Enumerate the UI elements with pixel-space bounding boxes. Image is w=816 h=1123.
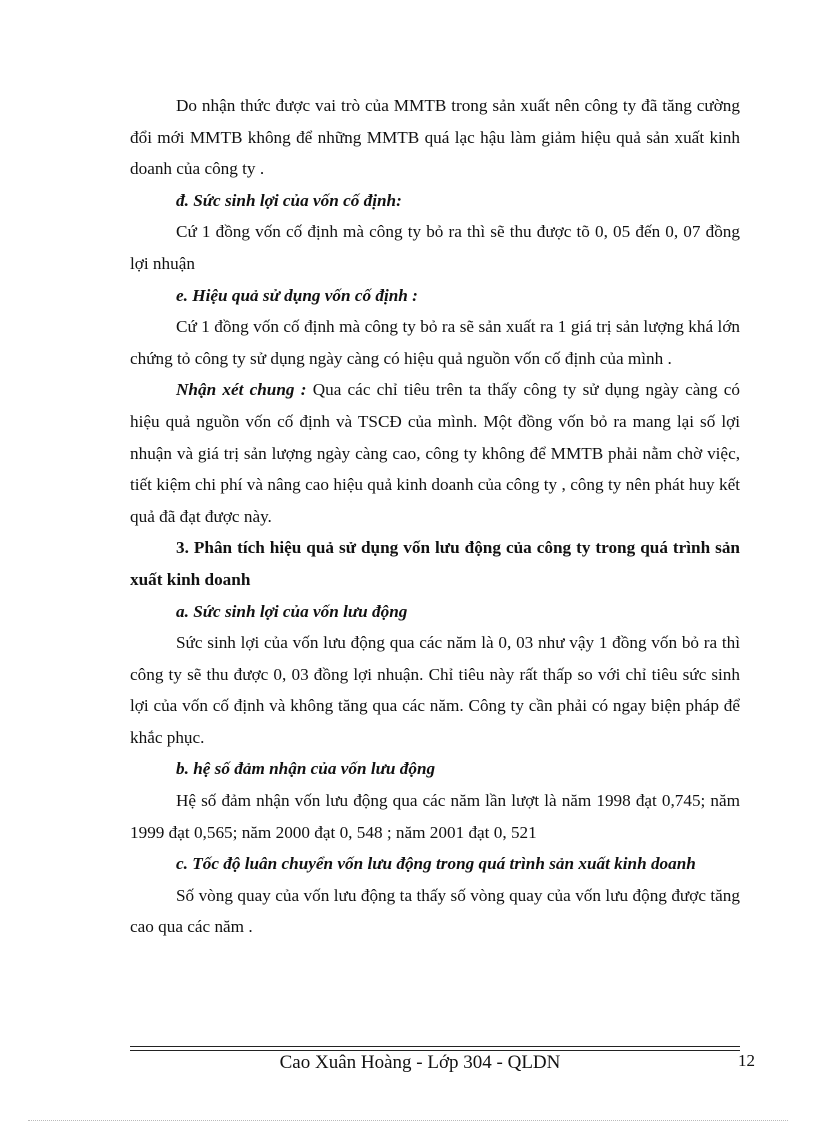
paragraph-general-remarks	[130, 374, 740, 532]
page-body	[130, 90, 740, 943]
paragraph-working-capital-ratio: Hệ số đảm nhận vốn lưu động qua các năm lần lượt là năm 1998 đạt 0,745; năm 1999 đạt 0,565; năm 2000 đạt 0, 548 ; năm 2001 đạt 0, 521	[130, 791, 740, 842]
paragraph-working-capital-turnover: Số vòng quay của vốn lưu động ta thấy số vòng quay của vốn lưu động được tăng cao qua các năm .	[130, 885, 740, 937]
heading-working-capital-ratio: b. hệ số đảm nhận của vốn lưu động	[176, 759, 436, 779]
section-heading-working-capital: 3. Phân tích hiệu quả sử dụng vốn lưu động của công ty trong quá trình sản xuất kinh doanh	[130, 538, 740, 589]
paragraph-working-capital-profitability: Sức sinh lợi của vốn lưu động qua các năm là 0, 03 như vậy 1 đồng vốn bỏ ra thì công ty sẽ thu được 0, 03 đồng lợi nhuận. Chỉ tiêu này rất thấp so với chỉ tiêu sức sinh lợi của vốn cố định và không tăng qua các năm. Công ty cần phải có ngay biện pháp để khắc phục.	[130, 633, 740, 747]
paragraph-fixed-capital-efficiency: Cứ 1 đồng vốn cố định mà công ty bỏ ra sẽ sản xuất ra 1 giá trị sản lượng khá lớn chứng tỏ công ty sử dụng ngày càng có hiệu quả nguồn vốn cố định của mình .	[130, 317, 740, 368]
heading-working-capital-profitability: a. Sức sinh lợi của vốn lưu động	[176, 601, 408, 621]
paragraph-mmtb-renewal: Do nhận thức được vai trò của MMTB trong sản xuất nên công ty đã tăng cường đổi mới MMTB không để những MMTB quá lạc hậu làm giảm hiệu quả sản xuất kinh doanh của công ty .	[130, 96, 740, 179]
page-bottom-edge	[28, 1120, 788, 1121]
page-number: 12	[738, 1051, 755, 1070]
paragraph-fixed-capital-profitability: Cứ 1 đồng vốn cố định mà công ty bỏ ra thì sẽ thu được tõ 0, 05 đến 0, 07 đồng lợi nhuận	[130, 222, 740, 273]
heading-working-capital-turnover: c. Tốc độ luân chuyển vốn lưu động trong quá trình sản xuất kinh doanh	[176, 854, 696, 874]
heading-fixed-capital-efficiency: e. Hiệu quả sử dụng vốn cố định :	[176, 285, 418, 305]
general-remarks-text: Qua các chỉ tiêu trên ta thấy công ty sử dụng ngày càng có hiệu quả nguồn vốn cố định và TSCĐ của mình. Một đồng vốn bỏ ra mang lại số lợi nhuận và giá trị sản lượng ngày càng cao, công ty không để MMTB phải nằm chờ việc, tiết kiệm chi phí và nâng cao hiệu quả kinh doanh của công ty , công ty nên phát huy kết quả đã đạt được này.	[130, 380, 740, 526]
heading-fixed-capital-profitability: đ. Sức sinh lợi của vốn cố định:	[176, 190, 402, 210]
footer-author-line: Cao Xuân Hoàng - Lớp 304 - QLDN	[279, 1052, 561, 1073]
general-remarks-label: Nhận xét chung :	[176, 380, 307, 400]
